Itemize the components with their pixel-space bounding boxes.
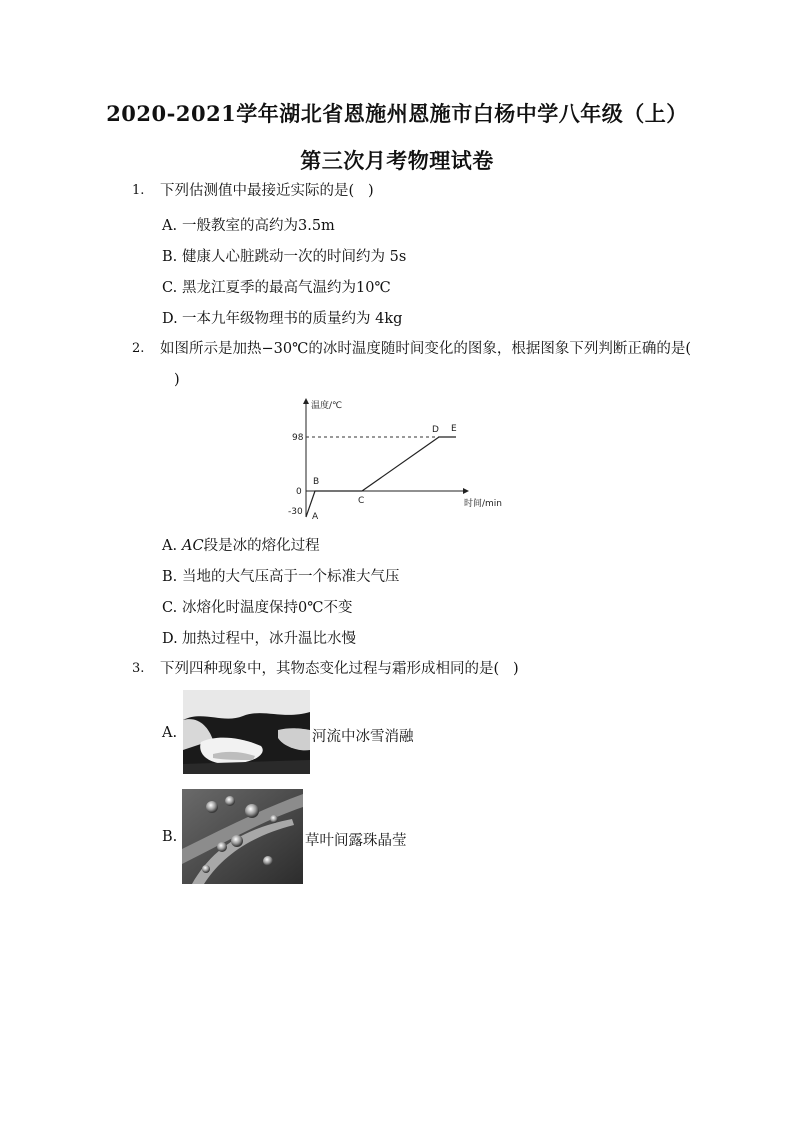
y-tick-0: 0 bbox=[296, 487, 302, 497]
question-number: 2. bbox=[132, 341, 145, 356]
question-number: 3. bbox=[132, 661, 145, 676]
question-stem-cont: ) bbox=[174, 372, 180, 388]
option-letter: A. bbox=[162, 538, 178, 554]
option-b[interactable] bbox=[162, 565, 400, 586]
option-a[interactable] bbox=[162, 725, 182, 741]
point-label-c: C bbox=[358, 496, 365, 506]
y-tick-minus30: -30 bbox=[288, 507, 303, 517]
option-a[interactable] bbox=[162, 534, 320, 555]
option-text: 健康人心脏跳动一次的时间约为 5s bbox=[182, 249, 407, 265]
option-d[interactable] bbox=[162, 627, 356, 648]
option-letter: B. bbox=[162, 249, 178, 265]
dewdrops-photo bbox=[182, 789, 303, 884]
option-text: 黑龙江夏季的最高气温约为10℃ bbox=[182, 280, 391, 296]
option-c[interactable] bbox=[162, 276, 391, 297]
option-a[interactable] bbox=[162, 214, 335, 235]
option-text: 冰熔化时温度保持0℃不变 bbox=[182, 600, 353, 616]
option-letter: C. bbox=[162, 280, 178, 296]
option-text: 当地的大气压高于一个标准大气压 bbox=[182, 569, 400, 585]
y-tick-98: 98 bbox=[292, 433, 304, 443]
exam-title-line2: 第三次月考物理试卷 bbox=[300, 148, 494, 173]
x-axis-label: 时间/min bbox=[464, 499, 503, 509]
option-letter: A. bbox=[162, 218, 178, 234]
option-letter: D. bbox=[162, 631, 178, 647]
option-b[interactable] bbox=[162, 245, 406, 266]
point-label-b: B bbox=[313, 477, 320, 487]
question-stem: 下列估测值中最接近实际的是( ) bbox=[160, 183, 374, 199]
option-letter: C. bbox=[162, 600, 178, 616]
option-letter: B. bbox=[162, 569, 178, 585]
option-text: 一般教室的高约为3.5m bbox=[182, 218, 335, 234]
option-b-caption: 草叶间露珠晶莹 bbox=[305, 833, 407, 849]
temperature-time-graph bbox=[284, 395, 514, 523]
option-letter: D. bbox=[162, 311, 178, 327]
option-letter: A. bbox=[162, 725, 178, 741]
exam-title-line1: 2020-2021学年湖北省恩施州恩施市白杨中学八年级（上） bbox=[106, 101, 688, 126]
point-label-e: E bbox=[451, 424, 457, 434]
point-label-d: D bbox=[432, 425, 439, 435]
option-a-caption: 河流中冰雪消融 bbox=[312, 729, 414, 745]
option-d[interactable] bbox=[162, 307, 402, 328]
question-number: 1. bbox=[132, 183, 145, 198]
question-stem: 下列四种现象中，其物态变化过程与霜形成相同的是( ) bbox=[160, 661, 519, 677]
option-letter: B. bbox=[162, 829, 178, 845]
option-b[interactable] bbox=[162, 829, 182, 845]
option-text: 加热过程中，冰升温比水慢 bbox=[182, 631, 356, 647]
option-text: 一本九年级物理书的质量约为 4kg bbox=[182, 311, 403, 327]
option-c[interactable] bbox=[162, 596, 352, 617]
y-axis-label: 温度/℃ bbox=[311, 401, 343, 411]
option-text: 段是冰的熔化过程 bbox=[203, 538, 320, 554]
question-stem: 如图所示是加热−30℃的冰时温度随时间变化的图象，根据图象下列判断正确的是( bbox=[160, 341, 691, 357]
point-label-a: A bbox=[312, 512, 319, 522]
temperature-curve bbox=[306, 437, 456, 517]
option-text-italic: AC bbox=[182, 538, 204, 554]
melting-ice-photo bbox=[183, 690, 310, 774]
